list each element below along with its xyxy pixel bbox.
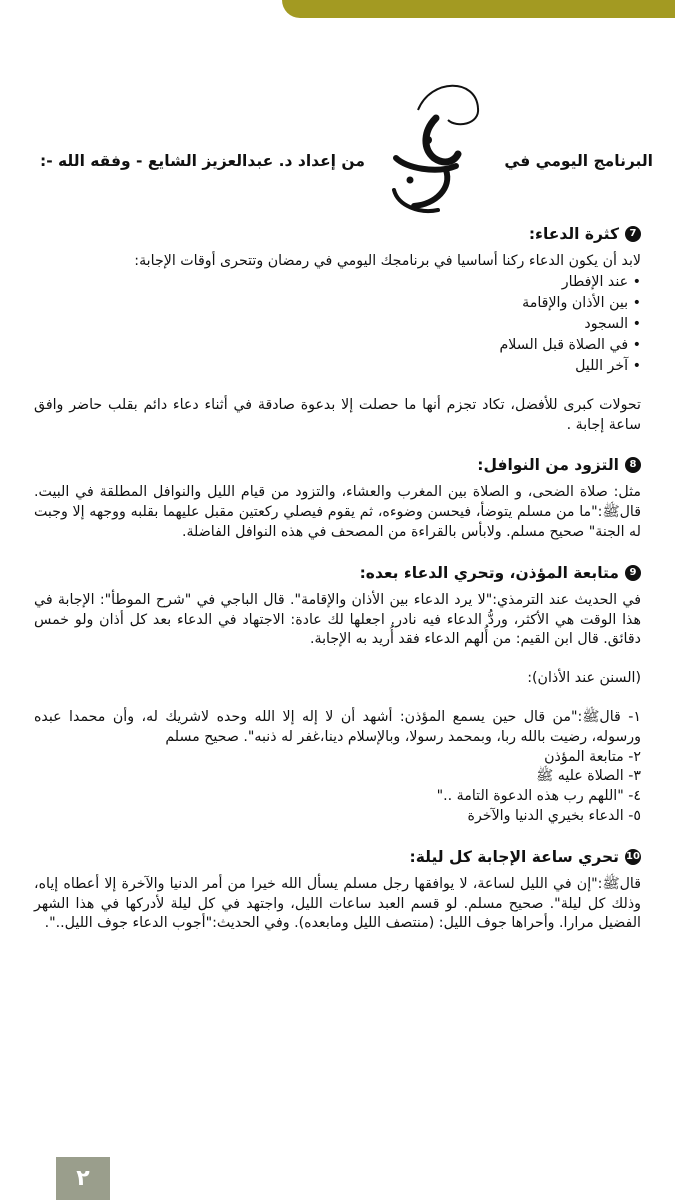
- section-10-title: [34, 845, 641, 869]
- number-circle-icon: 9: [625, 565, 641, 581]
- sunan-list: [34, 748, 641, 827]
- section-7-title: [34, 222, 641, 246]
- list-item: • في الصلاة قبل السلام: [34, 335, 641, 356]
- list-item: ٤- "اللهم رب هذه الدعوة التامة ..": [436, 788, 641, 805]
- header-program-title: البرنامج اليومي في: [504, 152, 653, 170]
- ramadan-calligraphy-logo: [376, 70, 486, 220]
- section-10-title-text: تحري ساعة الإجابة كل ليلة:: [409, 847, 619, 866]
- section-8-title: [34, 453, 641, 477]
- list-item: • بين الأذان والإقامة: [34, 293, 641, 314]
- sunan-title: (السنن عند الأذان):: [527, 670, 641, 687]
- section-9-body: في الحديث عند الترمذي:"لا يرد الدعاء بين الأذان والإقامة". قال الباجي في "شرح الموطأ": الإجابة في هذا الوقت هي الأكثر، وردُّ الدعاء فيه نادر. اجعلها لك عادة: الاجتهاد في الدعاء بعد كل أذان ولو خمس دقائق. قال ابن القيم: من أُلهم الدعاء فقد أُريد به الإجابة.: [34, 591, 641, 648]
- section-8-body: مثل: صلاة الضحى، و الصلاة بين المغرب والعشاء، والتزود من قيام الليل والنوافل المطلقة في البيت. قالﷺ:"ما من مسلم يتوضأ، فيحسن وضوءه، ثم يقوم فيصلي ركعتين مقبل عليهما بقلبه ووجهه إلا وجبت له الجنة" صحيح مسلم. ولابأس بالقراءة من المصحف في هذه النوافل الفاضلة.: [34, 484, 641, 540]
- page-header: [0, 70, 675, 220]
- section-7: [34, 222, 641, 435]
- section-8: [34, 453, 641, 542]
- list-item: • السجود: [34, 314, 641, 335]
- section-8-title-text: التزود من النوافل:: [477, 456, 619, 475]
- top-accent-bar: [282, 0, 675, 18]
- list-item: • آخر الليل: [34, 356, 641, 377]
- section-7-intro: لابد أن يكون الدعاء ركنا أساسيا في برنامجك اليومي في رمضان وتتحرى أوقات الإجابة:: [134, 253, 641, 269]
- list-item: ٥- الدعاء بخيري الدنيا والآخرة: [467, 807, 641, 824]
- section-9-title-text: متابعة المؤذن، وتحري الدعاء بعده:: [359, 563, 619, 582]
- section-9-title: [34, 561, 641, 585]
- section-7-outro: تحولات كبرى للأفضل، تكاد تجزم أنها ما حصلت إلا بدعوة صادقة في أثناء دعاء دائم بقلب حاضر وافق ساعة إجابة .: [34, 396, 641, 433]
- section-7-title-text: كثرة الدعاء:: [528, 225, 619, 243]
- number-circle-icon: 7: [625, 226, 641, 242]
- page-content: [0, 222, 675, 952]
- number-circle-icon: 10: [625, 849, 641, 865]
- page-number: ٢: [56, 1157, 110, 1200]
- sunan-item-1: ١- قالﷺ:"من قال حين يسمع المؤذن: أشهد أن لا إله إلا الله وحده لاشريك له، وأن محمدا عبده ورسوله، رضيت بالله ربا، وبمحمد رسولا، وبالإسلام دينا،غفر له ذنبه". صحيح مسلم: [34, 708, 641, 745]
- section-10-body: قالﷺ:"إن في الليل لساعة، لا يوافقها رجل مسلم يسأل الله خيرا من أمر الدنيا والآخرة إلا أعطاه إياه، وذلك كل ليلة". صحيح مسلم. لو قسم العبد ساعات الليل، واجتهد في كل ليلة لأدركها في هذا الشهر الفضيل مرارا. وأحراها جوف الليل: (منتصف الليل ومابعده). وفي الحديث:"أجوب الدعاء جوف الليل..".: [34, 875, 641, 932]
- section-10: [34, 845, 641, 934]
- list-item: • عند الإفطار: [34, 272, 641, 293]
- list-item: ٣- الصلاة عليه ﷺ: [536, 768, 641, 785]
- answer-times-list: [34, 272, 641, 377]
- list-item: ٢- متابعة المؤذن: [544, 748, 641, 765]
- header-author: من إعداد د. عبدالعزيز الشايع - وفقه الله -:: [40, 152, 365, 170]
- section-9: [34, 561, 641, 827]
- number-circle-icon: 8: [625, 457, 641, 473]
